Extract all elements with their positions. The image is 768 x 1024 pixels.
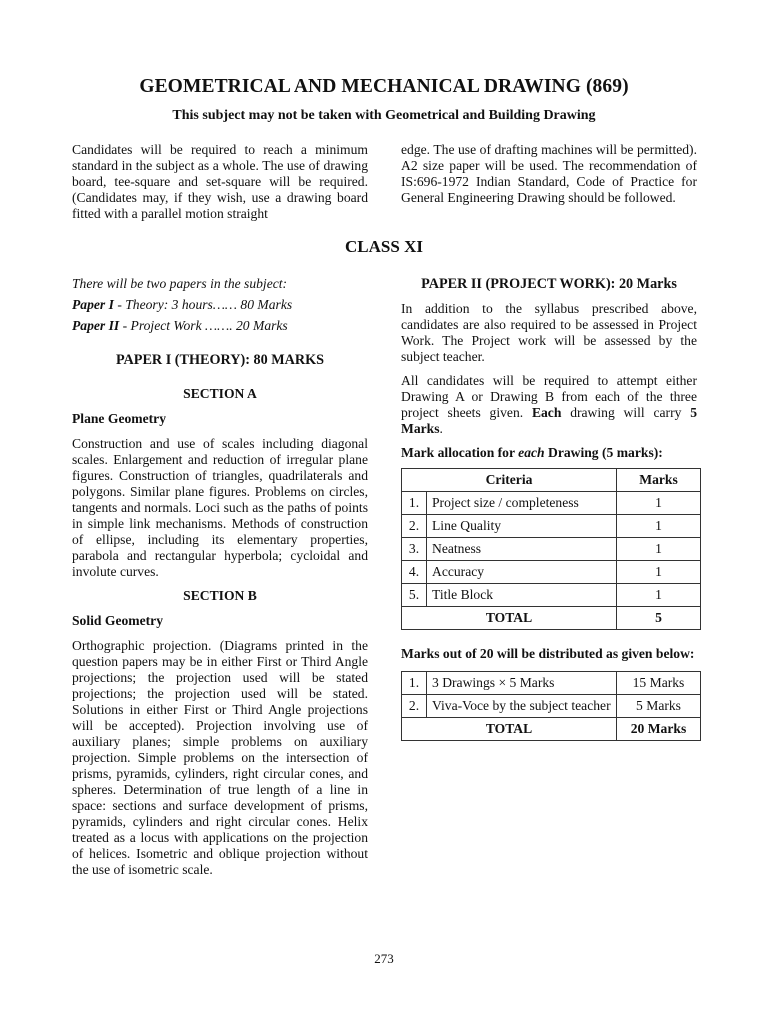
paper1-info [72, 297, 368, 313]
table-row [402, 561, 701, 584]
total-row [402, 718, 701, 741]
item-cell: 3 Drawings × 5 Marks [427, 672, 617, 695]
intro-left-text: Candidates will be required to reach a minimum standard in the subject as a whole. The use of drawing board, tee-square and set-square will be required. (Candidates may, if they wish, use a drawing board fitted with a parallel motion straight [72, 142, 368, 221]
plane-geometry-heading: Plane Geometry [72, 411, 166, 426]
paper1-heading: PAPER I (THEORY): 80 MARKS [115, 352, 325, 368]
item-cell: Viva-Voce by the subject teacher [427, 695, 617, 718]
right-column [401, 276, 697, 741]
paper2-para2 [401, 373, 697, 437]
total-value: 5 [617, 607, 701, 630]
total-value: 20 Marks [617, 718, 701, 741]
marks-cell: 1 [617, 584, 701, 607]
distribution-heading: Marks out of 20 will be distributed as given below: [401, 646, 695, 661]
section-a-text: Construction and use of scales including diagonal scales. Enlargement and reduction of irregular plane figures. Construction of triangles, quadrilaterals and polygons. Similar plane figures. Problems on circles, tangents and normals. Loci such as the paths of points in simple link mechanisms. Methods of construction of ellipse, including its elementary properties, parabola and rectangular hyperbola; cycloidal and involute curves. [72, 436, 368, 579]
row-number: 2. [402, 515, 427, 538]
total-row [402, 607, 701, 630]
criteria-cell: Neatness [427, 538, 617, 561]
total-label: TOTAL [402, 607, 617, 630]
criteria-header: Criteria [402, 469, 617, 492]
allocation-table [401, 468, 701, 630]
allocation-heading [401, 445, 697, 461]
marks-cell: 1 [617, 515, 701, 538]
table-row [402, 584, 701, 607]
intro-right-text: edge. The use of drafting machines will be permitted). A2 size paper will be used. The recommendation of IS:696-1972 Indian Standard, Code of Practice for General Engineering Drawing should be followed. [401, 142, 697, 205]
row-number: 4. [402, 561, 427, 584]
allocation-table-header [402, 469, 701, 492]
marks-cell: 15 Marks [617, 672, 701, 695]
page-number: 273 [374, 951, 394, 966]
paper1-info-label: Paper I [72, 297, 114, 312]
papers-info-line: There will be two papers in the subject: [72, 276, 288, 291]
section-b-text: Orthographic projection. (Diagrams printed in the question papers may be in either First or Third Angle projections; the projection used will be stated projections; the projection used will be stated. Solutions in either First or Third Angle projections will be accepted). Projection involving use of auxiliary planes; simple problems on auxiliary projection. Simple problems on the intersection of prisms, pyramids, cylinders, right circular cones, and spheres. Determination of true length of a line in space: sections and surface development of prisms, pyramids, cylinders and right circular cones. Helix treated as a locus with applications on the projection of helices. Isometric and oblique projection without the use of isometric scale. [72, 638, 368, 877]
table-row [402, 492, 701, 515]
para2-marks: 5 Marks [401, 405, 697, 436]
section-a-heading: SECTION A [183, 386, 257, 401]
solid-geometry-heading: Solid Geometry [72, 613, 163, 628]
row-number: 3. [402, 538, 427, 561]
marks-cell: 1 [617, 538, 701, 561]
paper2-info-label: Paper II [72, 318, 120, 333]
paper2-para1: In addition to the syllabus prescribed above, candidates are also required to be assessed in Project Work. The Project work will be assessed by the subject teacher. [401, 301, 697, 364]
alloc-end: Drawing (5 marks): [544, 445, 663, 460]
row-number: 1. [402, 672, 427, 695]
marks-cell: 1 [617, 492, 701, 515]
criteria-cell: Line Quality [427, 515, 617, 538]
distribution-table [401, 671, 701, 741]
row-number: 5. [402, 584, 427, 607]
para2-end: . [439, 421, 443, 436]
criteria-cell: Title Block [427, 584, 617, 607]
marks-cell: 1 [617, 561, 701, 584]
paper2-info [72, 318, 368, 334]
table-row [402, 695, 701, 718]
class-heading: CLASS XI [345, 237, 423, 256]
criteria-cell: Project size / completeness [427, 492, 617, 515]
total-label: TOTAL [402, 718, 617, 741]
alloc-each: each [518, 445, 545, 460]
para2-mid: drawing will carry [561, 405, 691, 420]
marks-cell: 5 Marks [617, 695, 701, 718]
marks-header: Marks [617, 469, 701, 492]
table-row [402, 538, 701, 561]
para2-start: All candidates will be required to attempt either Drawing A or Drawing B from each of the three project sheets given. [401, 373, 697, 420]
paper1-info-detail: - Theory: 3 hours…… 80 Marks [113, 297, 293, 312]
intro-right [401, 142, 697, 206]
left-column [72, 276, 368, 878]
alloc-start: Mark allocation for [401, 445, 519, 460]
document-title: GEOMETRICAL AND MECHANICAL DRAWING (869) [139, 76, 629, 97]
paper2-info-detail: - Project Work ……. 20 Marks [119, 318, 288, 333]
paper2-heading: PAPER II (PROJECT WORK): 20 Marks [421, 276, 677, 292]
intro-left [72, 142, 368, 222]
row-number: 2. [402, 695, 427, 718]
section-b-heading: SECTION B [183, 588, 257, 603]
para2-each: Each [531, 405, 562, 420]
table-row [402, 672, 701, 695]
table-row [402, 515, 701, 538]
criteria-cell: Accuracy [427, 561, 617, 584]
row-number: 1. [402, 492, 427, 515]
document-subtitle: This subject may not be taken with Geometrical and Building Drawing [172, 108, 596, 123]
